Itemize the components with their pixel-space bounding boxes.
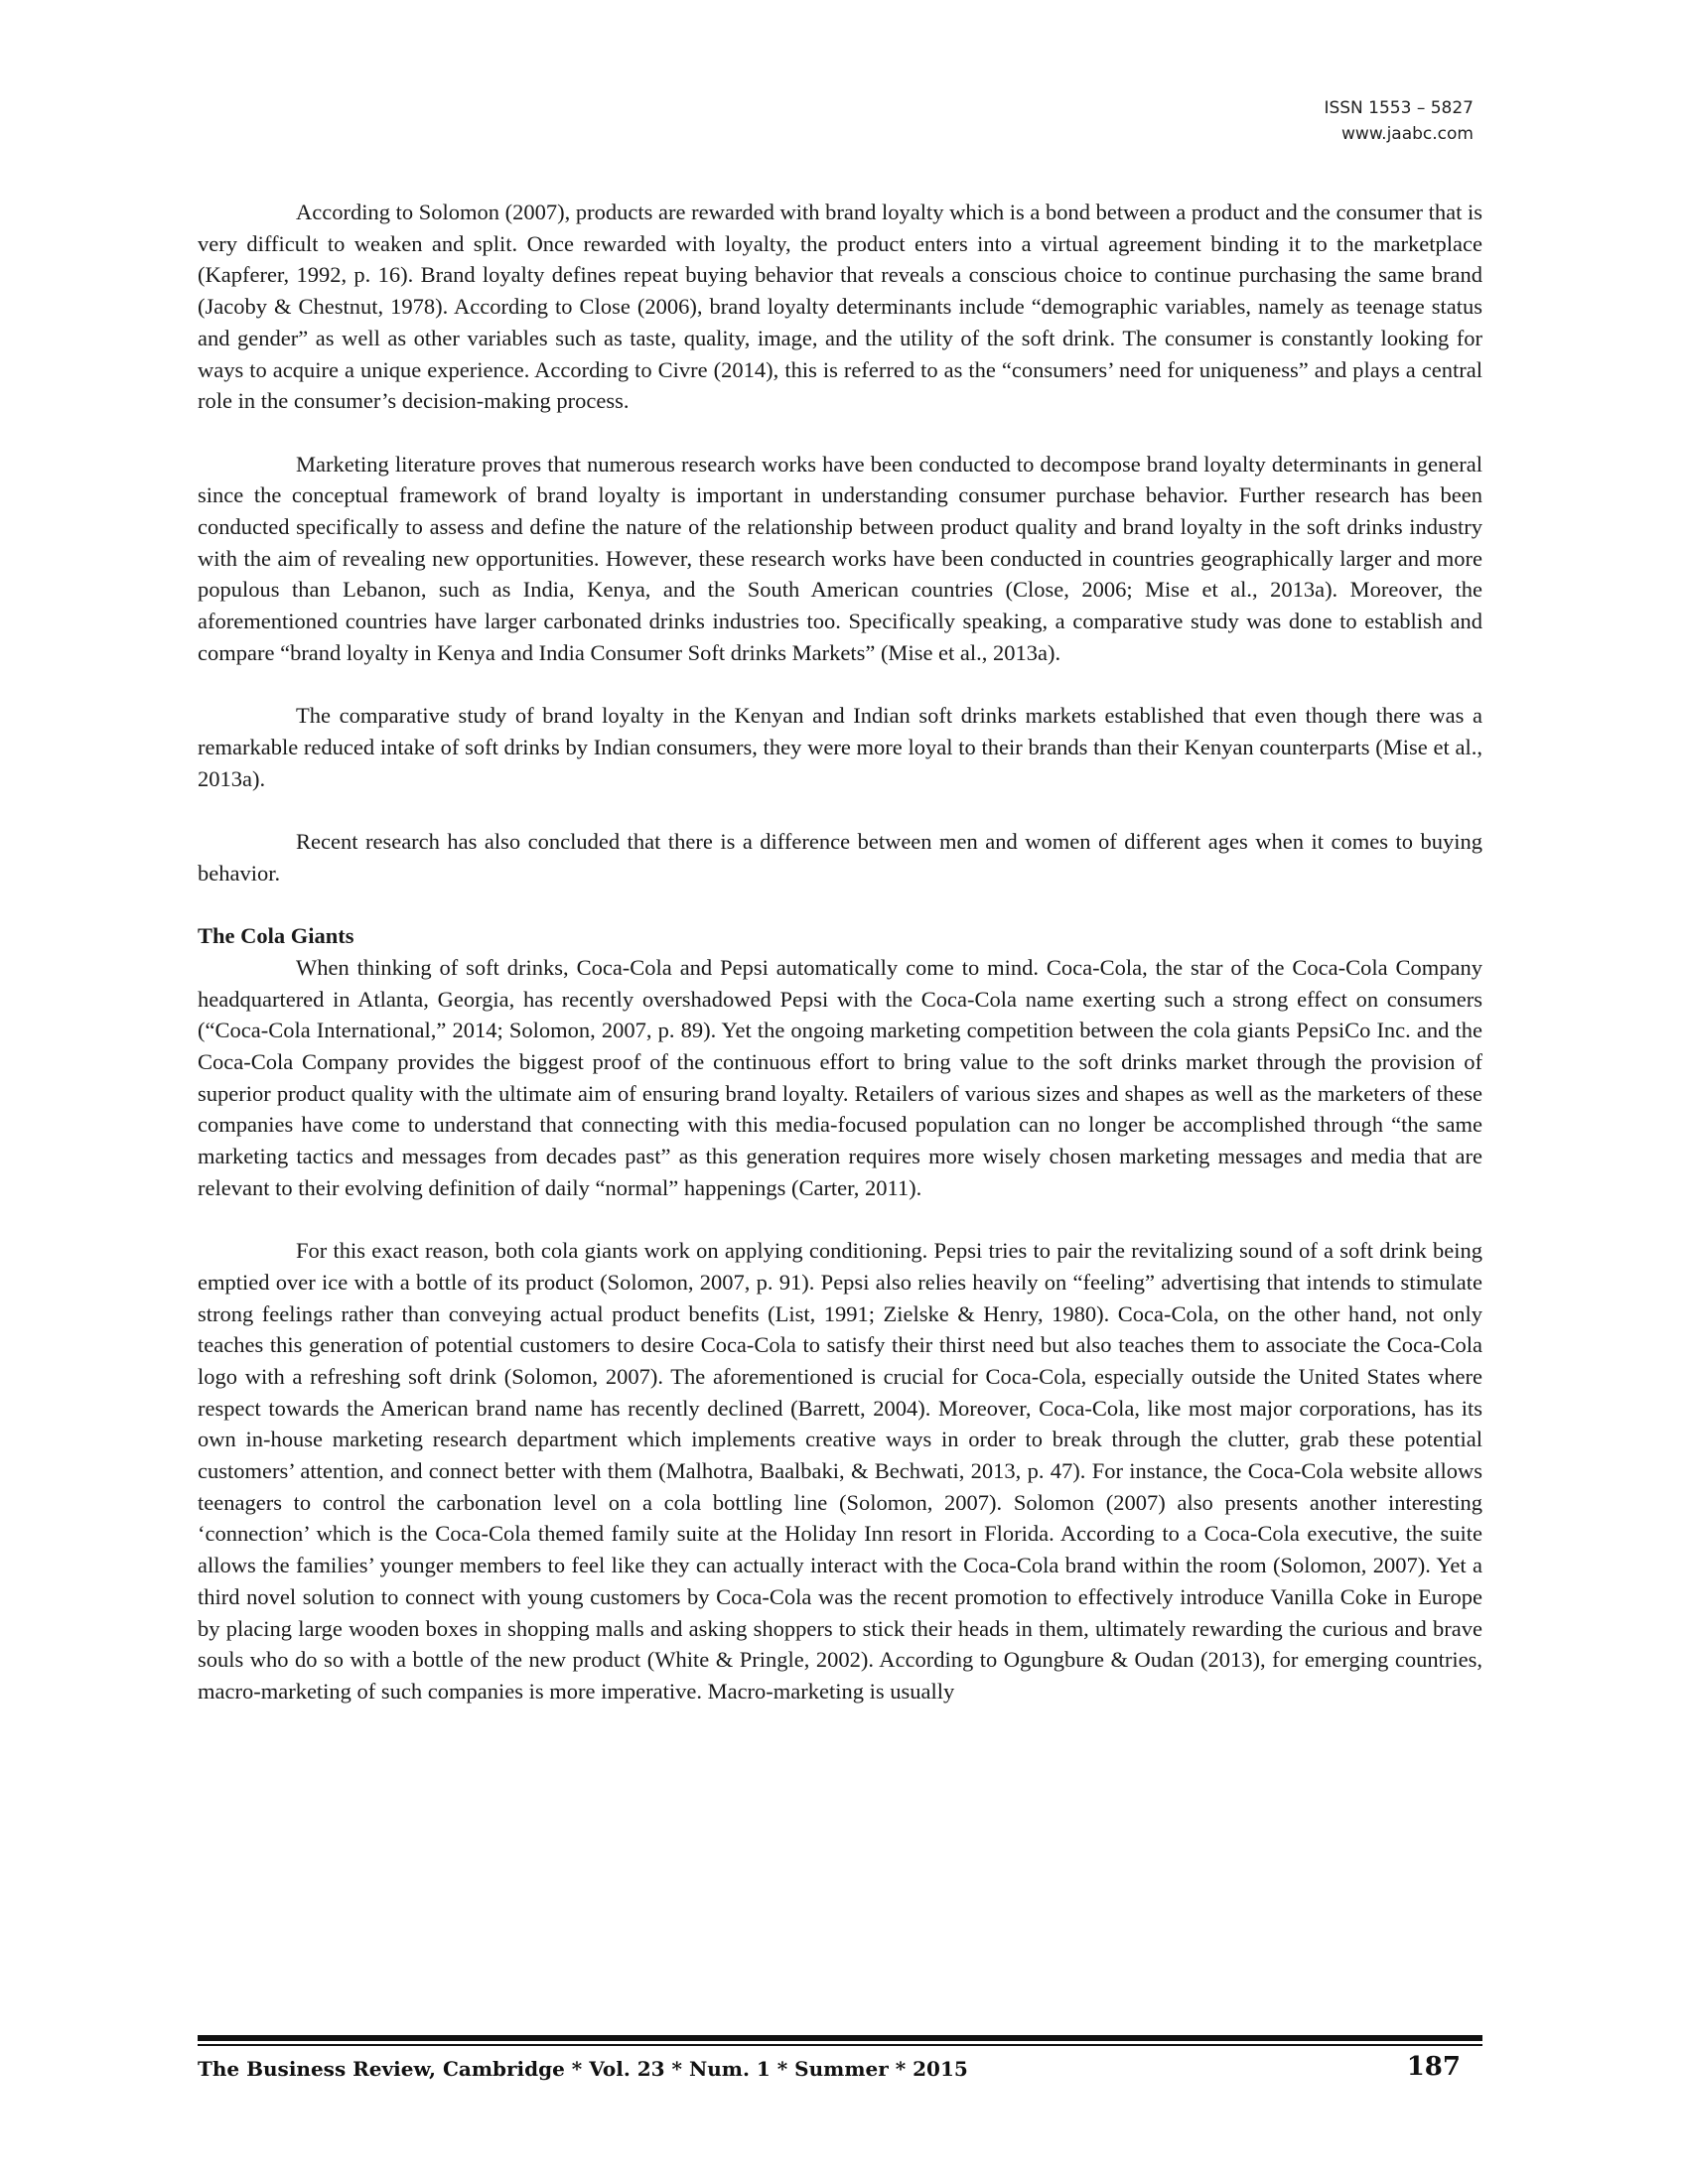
paragraph-gender-differences: Recent research has also concluded that there is a difference between men and women of different ages when it comes to buying behavior.	[198, 829, 1482, 886]
issn: ISSN 1553 – 5827	[1324, 98, 1474, 118]
journal-citation: The Business Review, Cambridge * Vol. 23 * Num. 1 * Summer * 2015	[198, 2057, 968, 2081]
footer-rule-thin	[198, 2044, 1482, 2046]
running-header	[1324, 95, 1474, 147]
paragraph-marketing-literature: Marketing literature proves that numerous research works have been conducted to decompose brand loyalty determinants in general since the conceptual framework of brand loyalty is important in understanding consumer purchase behavior. Further research has been conducted specifically to assess and define the nature of the relationship between product quality and brand loyalty in the soft drinks industry with the aim of revealing new opportunities. However, these research works have been conducted in countries geographically larger and more populous than Lebanon, such as India, Kenya, and the South American countries (Close, 2006; Mise et al., 2013a). Moreover, the aforementioned countries have larger carbonated drinks industries too. Specifically speaking, a comparative study was done to establish and compare “brand loyalty in Kenya and India Consumer Soft drinks Markets” (Mise et al., 2013a).	[198, 451, 1482, 665]
paragraph-comparative-study: The comparative study of brand loyalty in the Kenyan and Indian soft drinks markets established that even though there was a remarkable reduced intake of soft drinks by Indian consumers, they were more loyal to their brands than their Kenyan counterparts (Mise et al., 2013a).	[198, 703, 1482, 791]
journal-website: www.jaabc.com	[1341, 124, 1474, 144]
section-heading: The Cola Giants	[198, 923, 354, 949]
running-footer	[198, 2047, 1482, 2087]
paragraph-brand-loyalty-definition: According to Solomon (2007), products are rewarded with brand loyalty which is a bond between a product and the consumer that is very difficult to weaken and split. Once rewarded with loyalty, the product enters into a virtual agreement binding it to the marketplace (Kapferer, 1992, p. 16). Brand loyalty defines repeat buying behavior that reveals a conscious choice to continue purchasing the same brand (Jacoby & Chestnut, 1978). According to Close (2006), brand loyalty determinants include “demographic variables, namely as teenage status and gender” as well as other variables such as taste, quality, image, and the utility of the soft drink. The consumer is constantly looking for ways to acquire a unique experience. According to Civre (2014), this is referred to as the “consumers’ need for uniqueness” and plays a central role in the consumer’s decision-making process.	[198, 200, 1482, 414]
page-number: 187	[1406, 2052, 1461, 2082]
paragraph-cola-giants: When thinking of soft drinks, Coca-Cola and Pepsi automatically come to mind. Coca-Cola, the star of the Coca-Cola Company headquartered in Atlanta, Georgia, has recently overshadowed Pepsi with the Coca-Cola name exerting such a strong effect on consumers (“Coca-Cola International,” 2014; Solomon, 2007, p. 89). Yet the ongoing marketing competition between the cola giants PepsiCo Inc. and the Coca-Cola Company provides the biggest proof of the continuous effort to bring value to the soft drinks market through the provision of superior product quality with the ultimate aim of ensuring brand loyalty. Retailers of various sizes and shapes as well as the marketers of these companies have come to understand that connecting with this media-focused population can no longer be accomplished through “the same marketing tactics and messages from decades past” as this generation requires more wisely chosen marketing messages and media that are relevant to their evolving definition of daily “normal” happenings (Carter, 2011).	[198, 954, 1482, 1200]
article-body	[198, 197, 1482, 1707]
paragraph-conditioning: For this exact reason, both cola giants work on applying conditioning. Pepsi tries to pair the revitalizing sound of a soft drink being emptied over ice with a bottle of its product (Solomon, 2007, p. 91). Pepsi also relies heavily on “feeling” advertising that intends to stimulate strong feelings rather than conveying actual product benefits (List, 1991; Zielske & Henry, 1980). Coca-Cola, on the other hand, not only teaches this generation of potential customers to desire Coca-Cola to satisfy their thirst need but also teaches them to associate the Coca-Cola logo with a refreshing soft drink (Solomon, 2007). The aforementioned is crucial for Coca-Cola, especially outside the United States where respect towards the American brand name has recently declined (Barrett, 2004). Moreover, Coca-Cola, like most major corporations, has its own in-house marketing research department which implements creative ways in order to break through the clutter, grab these potential customers’ attention, and connect better with them (Malhotra, Baalbaki, & Bechwati, 2013, p. 47). For instance, the Coca-Cola website allows teenagers to control the carbonation level on a cola bottling line (Solomon, 2007). Solomon (2007) also presents another interesting ‘connection’ which is the Coca-Cola themed family suite at the Holiday Inn resort in Florida. According to a Coca-Cola executive, the suite allows the families’ younger members to feel like they can actually interact with the Coca-Cola brand within the room (Solomon, 2007). Yet a third novel solution to connect with young customers by Coca-Cola was the recent promotion to effectively introduce Vanilla Coke in Europe by placing large wooden boxes in shopping malls and asking shoppers to stick their heads in them, ultimately rewarding the curious and brave souls who do so with a bottle of the new product (White & Pringle, 2002). According to Ogungbure & Oudan (2013), for emerging countries, macro-marketing of such companies is more imperative. Macro-marketing is usually	[198, 1238, 1482, 1704]
footer-rule-thick	[198, 2035, 1482, 2041]
